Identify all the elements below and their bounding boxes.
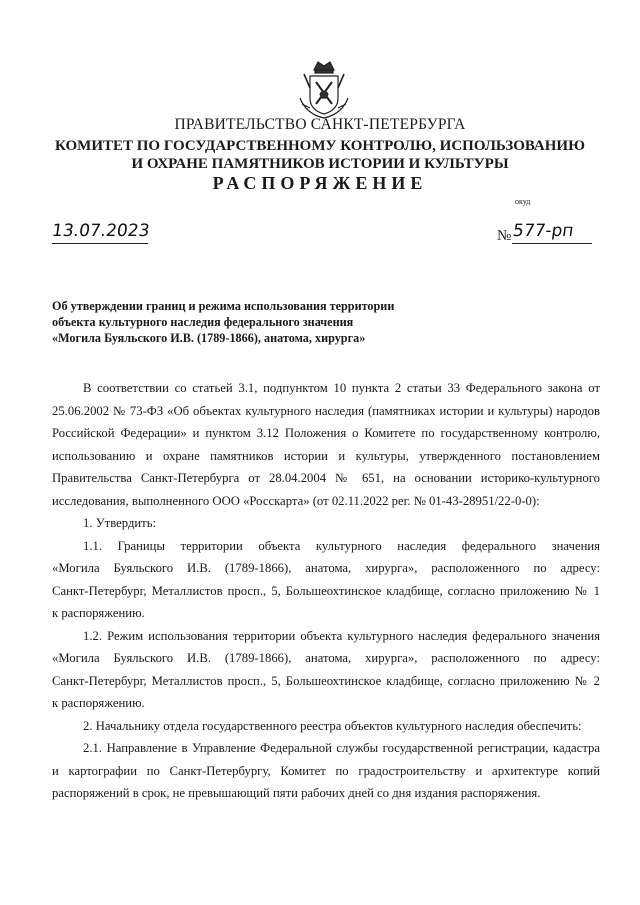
preamble-line: Российской Федерации» и пунктом 3.12 Положения о Комитете по государственному контролю, [52, 426, 600, 440]
item-1-2-line: к распоряжению. [52, 696, 145, 710]
subject-line: Об утверждении границ и режима использования территории [52, 299, 395, 313]
item-1: 1. Утвердить: [83, 516, 157, 530]
committee-name-line-2: И ОХРАНЕ ПАМЯТНИКОВ ИСТОРИИ И КУЛЬТУРЫ [131, 156, 509, 172]
document-type-title: РАСПОРЯЖЕНИЕ [212, 173, 428, 193]
preamble-line: В соответствии со статьей 3.1, подпунктом 10 пункта 2 статьи 33 Федерального закона от [83, 381, 600, 395]
number-underline [512, 243, 592, 244]
item-1-1-line: Санкт-Петербург, Металлистов просп., 5, Большеохтинское кладбище, согласно приложению № 1 [52, 583, 600, 598]
committee-name-line-1: КОМИТЕТ ПО ГОСУДАРСТВЕННОМУ КОНТРОЛЮ, ИСПОЛЬЗОВАНИЮ [55, 138, 585, 154]
subject-line: «Могила Буяльского И.В. (1789-1866), анатома, хирурга» [52, 331, 366, 345]
committee-name [0, 137, 640, 173]
item-1-2-line: 1.2. Режим использования территории объекта культурного наследия федерального значения [83, 628, 600, 643]
saint-petersburg-coat-of-arms-icon [296, 58, 352, 120]
preamble-line: использованию и охране памятников истории и культуры, утвержденного постановлением [52, 448, 600, 463]
date-underline [52, 243, 148, 244]
item-1-2-line: «Могила Буяльского И.В. (1789-1866), анатома, хирурга», расположенного по адресу: [52, 651, 600, 665]
item-2-1-line: распоряжений в срок, не превышающий пяти рабочих дней со дня издания распоряжения. [52, 786, 541, 800]
item-1-1-line: к распоряжению. [52, 606, 145, 620]
order-body [52, 377, 600, 805]
item-2-1-line: 2.1. Направление в Управление Федеральной службы государственной регистрации, кадастра [83, 741, 600, 755]
preamble-line: Правительства Санкт-Петербурга от 28.04.2004 № 651, на основании историко-культурного [52, 471, 600, 485]
government-name: ПРАВИТЕЛЬСТВО САНКТ-ПЕТЕРБУРГА [174, 116, 466, 133]
okud-label: окуд [515, 197, 531, 206]
item-1-1-line: 1.1. Границы территории объекта культурного наследия федерального значения [83, 538, 600, 553]
item-1-2-line: Санкт-Петербург, Металлистов просп., 5, Большеохтинское кладбище, согласно приложению № 2 [52, 673, 600, 688]
item-2: 2. Начальнику отдела государственного реестра объектов культурного наследия обеспечить: [83, 718, 582, 733]
number-sign: № [497, 228, 512, 244]
item-2-1-line: и картографии по Санкт-Петербургу, Комитет по градостроительству и архитектуре копий [52, 763, 600, 778]
preamble-line: исследования, выполненного ООО «Росскарта» (от 02.11.2022 рег. № 01-43-28951/22-0-0): [52, 493, 540, 508]
preamble-line: 25.06.2002 № 73-ФЗ «Об объектах культурного наследия (памятниках истории и культуры) народов [52, 403, 600, 418]
order-subject [52, 298, 472, 346]
order-date: 13.07.2023 [50, 221, 151, 241]
order-number: 577-рп [511, 221, 575, 241]
subject-line: объекта культурного наследия федерального значения [52, 315, 354, 329]
item-1-1-line: «Могила Буяльского И.В. (1789-1866), анатома, хирурга», расположенного по адресу: [52, 561, 600, 575]
